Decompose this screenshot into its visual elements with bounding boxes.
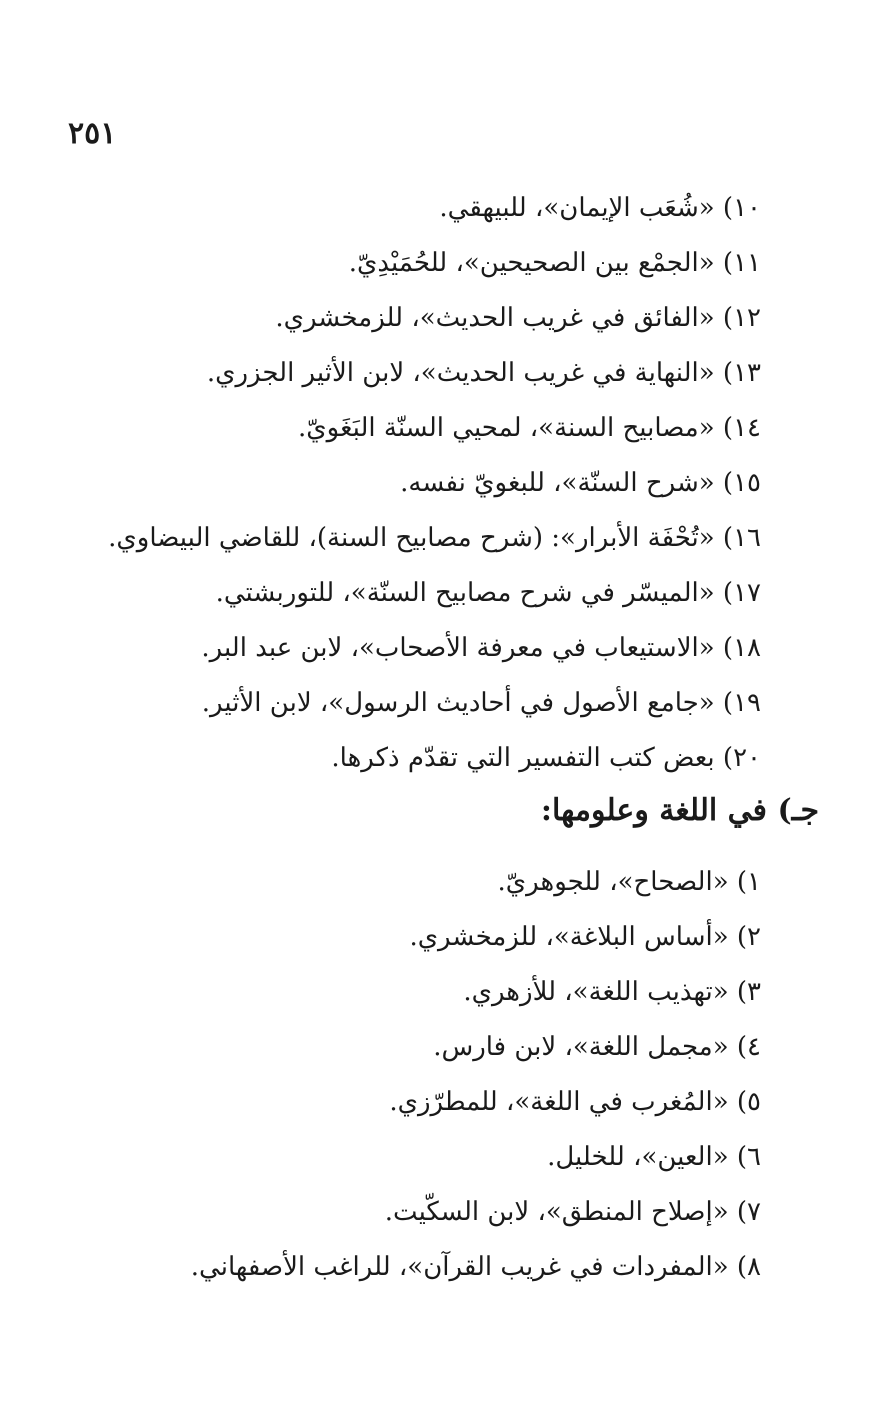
list-item: ٣) «تهذيب اللغة»، للأزهري. (463, 977, 761, 1007)
list-item: ١٦) «تُحْفَة الأبرار»: (شرح مصابيح السنة)، للقاضي البيضاوي. (108, 523, 761, 553)
list-item: ١٩) «جامع الأصول في أحاديث الرسول»، لابن الأثير. (201, 688, 761, 718)
list-item: ١) «الصحاح»، للجوهريّ. (497, 867, 761, 897)
list-item: ٧) «إصلاح المنطق»، لابن السكّيت. (384, 1197, 761, 1227)
page-number: ٢٥١ (68, 116, 117, 151)
list-item: ٥) «المُغرب في اللغة»، للمطرّزي. (389, 1087, 761, 1117)
list-item: ١١) «الجمْع بين الصحيحين»، للحُمَيْدِيّ. (348, 248, 761, 278)
list-item: ٢٠) بعض كتب التفسير التي تقدّم ذكرها. (331, 743, 761, 773)
hadith-sources-list (108, 186, 761, 791)
list-item: ٤) «مجمل اللغة»، لابن فارس. (433, 1032, 761, 1062)
language-sources-list (111, 860, 761, 1300)
list-item: ١٢) «الفائق في غريب الحديث»، للزمخشري. (275, 303, 761, 333)
list-item: ١٨) «الاستيعاب في معرفة الأصحاب»، لابن عبد البر. (201, 633, 761, 663)
list-item: ١٥) «شرح السنّة»، للبغويّ نفسه. (400, 468, 761, 498)
list-item: ١٣) «النهاية في غريب الحديث»، لابن الأثير الجزري. (206, 358, 761, 388)
list-item: ١٠) «شُعَب الإيمان»، للبيهقي. (439, 193, 761, 223)
list-item: ٨) «المفردات في غريب القرآن»، للراغب الأصفهاني. (190, 1252, 761, 1282)
list-item: ٢) «أساس البلاغة»، للزمخشري. (409, 922, 761, 952)
list-item: ٦) «العين»، للخليل. (547, 1142, 761, 1172)
list-item: ١٤) «مصابيح السنة»، لمحيي السنّة البَغَويّ. (298, 413, 761, 443)
list-item: ١٧) «الميسّر في شرح مصابيح السنّة»، للتوربشتي. (215, 578, 761, 608)
section-heading: جـ) في اللغة وعلومها: (540, 793, 819, 828)
